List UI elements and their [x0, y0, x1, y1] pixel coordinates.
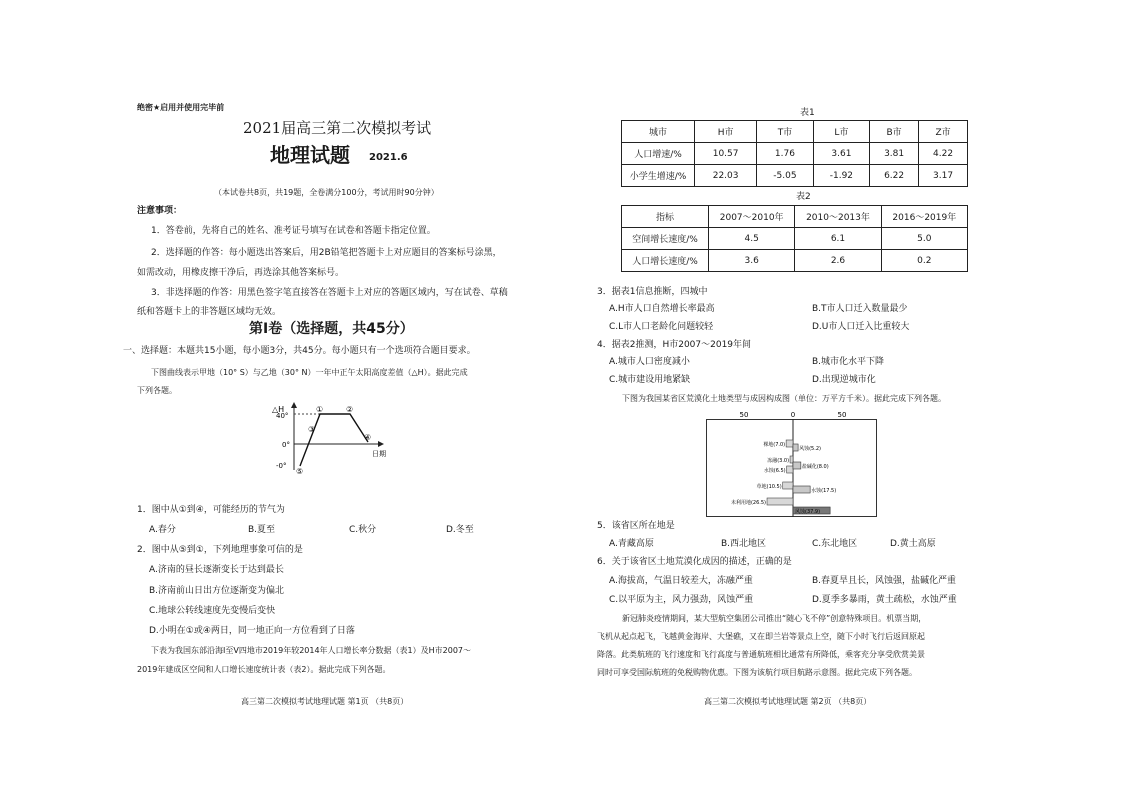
right-page-footer: 高三第二次模拟考试地理试题 第2页 （共8页）: [704, 697, 872, 706]
q4-stem: 4．据表2推测，H市2007～2019年间: [597, 340, 752, 350]
point-3: ③: [308, 425, 316, 434]
left-bar-label: 未利用地(26.5): [730, 500, 767, 506]
table1: [621, 120, 968, 187]
left-bar-label: 草地(10.5): [756, 484, 782, 490]
x-axis-arrow-icon: [378, 441, 384, 447]
left-bar-label: 冻融(3.0): [767, 458, 790, 464]
q2-option-c[interactable]: C.地球公转线速度先变慢后变快: [149, 606, 276, 616]
note-3-line-1: 3．非选择题的作答：用黑色签字笔直接答在答题卡上对应的答题区域内，写在试卷、草稿: [151, 288, 508, 298]
q6-stem: 6．关于该省区土地荒漠化成因的描述，正确的是: [597, 557, 792, 567]
table-intro-line-2: 2019年建成区空间和人口增长速度统计表（表2）。据此完成下列各题。: [137, 665, 391, 674]
table-header-cell: L市: [813, 121, 869, 143]
left-page-footer: 高三第二次模拟考试地理试题 第1页 （共8页）: [241, 697, 409, 706]
table-row: [622, 143, 968, 165]
left-bar-label: 水蚀(6.5): [763, 468, 786, 474]
table-cell: 2.6: [795, 250, 881, 272]
left-bar-label: 裸地(7.0): [763, 442, 786, 448]
q3-option-d[interactable]: D.U市人口迁入比重较大: [812, 322, 910, 332]
note-3-line-2: 纸和答题卡上的非答题区域均无效。: [137, 307, 282, 317]
table-header-cell: 2016～2019年: [881, 206, 967, 228]
q2-option-b[interactable]: B.济南前山日出方位逐渐变为偏北: [149, 586, 285, 596]
q3-option-c[interactable]: C.L市人口老龄化问题较轻: [609, 322, 714, 332]
point-4: ④: [364, 433, 372, 442]
table-header-cell: Z市: [919, 121, 968, 143]
subject-title: 地理试题: [270, 143, 350, 167]
table1-header-row: [622, 121, 968, 143]
table-cell: 4.5: [709, 228, 795, 250]
chart-intro: 下图为我国某省区荒漠化土地类型与成因构成图（单位：万平方千米）。据此完成下列各题。: [622, 394, 946, 403]
desertification-chart: [706, 410, 882, 518]
table-cell: 3.61: [813, 143, 869, 165]
sun-angle-diagram: [272, 402, 392, 480]
diagram-zero-label: 0°: [282, 441, 290, 449]
q6-option-d[interactable]: D.夏季多暴雨，黄土疏松，水蚀严重: [812, 595, 957, 605]
q3-option-b[interactable]: B.T市人口迁入数量最少: [812, 304, 908, 314]
table-cell: 6.22: [870, 165, 919, 187]
tick-label-left-50: 50: [739, 411, 749, 419]
right-bar-label: 风蚀(5.2): [799, 446, 821, 452]
q4-option-b[interactable]: B.城市化水平下降: [812, 357, 885, 367]
table-row-label: 人口增长速度/%: [622, 250, 709, 272]
note-2-line-2: 如需改动，用橡皮擦干净后，再选涂其他答案标号。: [137, 268, 345, 278]
table-cell: 6.1: [795, 228, 881, 250]
q1-option-b[interactable]: B.夏至: [248, 525, 276, 535]
q5-option-a[interactable]: A.青藏高原: [609, 539, 654, 549]
point-5: ⑤: [296, 467, 304, 476]
table-cell: 22.03: [695, 165, 757, 187]
q4-option-a[interactable]: A.城市人口密度减小: [609, 357, 690, 367]
table-cell: 3.6: [709, 250, 795, 272]
right-bar-label: 水蚀(17.5): [811, 488, 837, 494]
diagram-top-label: 40°: [276, 412, 289, 420]
table-cell: 1.76: [757, 143, 813, 165]
table-row: [622, 228, 968, 250]
table1-caption: 表1: [800, 108, 815, 118]
q5-option-d[interactable]: D.黄土高原: [890, 539, 936, 549]
q4-option-c[interactable]: C.城市建设用地紧缺: [609, 375, 691, 385]
q2-option-a[interactable]: A.济南的昼长逐渐变长于达到最长: [149, 565, 284, 575]
q5-option-b[interactable]: B.西北地区: [721, 539, 767, 549]
table-header-cell: 2010～2013年: [795, 206, 881, 228]
sun-angle-curve: [300, 414, 368, 466]
mc-intro: 一、选择题：本题共15小题，每小题3分，共45分。每小题只有一个选项符合题目要求。: [123, 346, 476, 356]
table-header-cell: B市: [870, 121, 919, 143]
table-cell: 3.81: [870, 143, 919, 165]
table-cell: 0.2: [881, 250, 967, 272]
table2-header-row: [622, 206, 968, 228]
q5-option-c[interactable]: C.东北地区: [812, 539, 858, 549]
q2-stem: 2．图中从⑤到①，下列地理事象可信的是: [137, 545, 303, 555]
diagram-x-label: 日期: [372, 450, 386, 458]
right-bar-label: 盐碱化(8.0): [801, 464, 829, 470]
diagram-intro-line-2: 下列各题。: [137, 386, 177, 395]
q5-stem: 5．该省区所在地是: [597, 521, 675, 531]
q1-option-d[interactable]: D.冬至: [446, 525, 474, 535]
left-bar: [787, 466, 793, 473]
table-cell: -5.05: [757, 165, 813, 187]
q3-option-a[interactable]: A.H市人口自然增长率最高: [609, 304, 715, 314]
point-2: ②: [346, 405, 354, 414]
confidential-mark: 绝密★启用并使用完毕前: [137, 103, 225, 112]
y-axis-arrow-icon: [291, 402, 297, 408]
left-bar: [767, 498, 793, 505]
right-bar: [793, 462, 801, 469]
passage-line-1: 新冠肺炎疫情期间，某大型航空集团公司推出“随心飞不停”创意特殊项目。机票当期，: [622, 614, 927, 623]
passage-line-3: 降落。此类航班的飞行速度和飞行高度与普通航班相比通常有所降低，乘客充分享受欣赏美景: [597, 650, 925, 659]
table-header-cell: H市: [695, 121, 757, 143]
table-cell: 4.22: [919, 143, 968, 165]
table-row-label: 小学生增速/%: [622, 165, 695, 187]
table-row-label: 人口增速/%: [622, 143, 695, 165]
table-row: [622, 165, 968, 187]
q4-option-d[interactable]: D.出现逆城市化: [812, 375, 876, 385]
right-bar: [793, 444, 798, 451]
q1-option-a[interactable]: A.春分: [149, 525, 176, 535]
left-bar: [790, 456, 793, 463]
diagram-intro-line-1: 下图曲线表示甲地（10° S）与乙地（30° N）一年中正午太阳高度差值（△H）。据此完成: [151, 368, 468, 377]
note-1: 1．答卷前，先将自己的姓名、准考证号填写在试卷和答题卡指定位置。: [151, 226, 436, 236]
diagram-bottom-label: -0°: [276, 462, 287, 470]
table-cell: 5.0: [881, 228, 967, 250]
table-row-label: 空间增长速度/%: [622, 228, 709, 250]
table-header-cell: 2007～2010年: [709, 206, 795, 228]
table2-caption: 表2: [796, 192, 811, 202]
passage-line-4: 同时可享受国际航班的免税购物优惠。下图为该航行项目航路示意图。据此完成下列各题。: [597, 668, 917, 677]
q6-option-c[interactable]: C.以平原为主，风力强劲，风蚀严重: [609, 595, 754, 605]
q2-option-d[interactable]: D.小明在①或④两日，同一地正向一方位看到了日落: [149, 626, 355, 636]
exam-title: 2021届高三第二次模拟考试: [243, 119, 432, 137]
table2: [621, 205, 968, 272]
q6-option-b[interactable]: B.春夏旱且长，风蚀强，盐碱化严重: [812, 576, 957, 586]
right-bar-label: 风蚀(37.9): [795, 509, 821, 515]
notes-heading: 注意事项：: [137, 206, 183, 216]
table-cell: 10.57: [695, 143, 757, 165]
exam-info: （本试卷共8页，共19题，全卷满分100分，考试用时90分钟）: [214, 188, 439, 197]
diagram-y-label: △H: [272, 405, 285, 414]
right-bar: [793, 486, 810, 493]
table-header-cell: 城市: [622, 121, 695, 143]
left-bar: [786, 440, 793, 447]
tick-label-right-50: 50: [837, 411, 847, 419]
q3-stem: 3．据表1信息推断，四城中: [597, 287, 708, 297]
tick-label-zero: 0: [790, 411, 796, 419]
table-header-cell: T市: [757, 121, 813, 143]
table-header-cell: 指标: [622, 206, 709, 228]
passage-line-2: 飞机从起点起飞，飞越黄金海岸、大堡礁，又在即兰岩等景点上空，随下小时飞行后返回原起: [597, 632, 925, 641]
note-2-line-1: 2．选择题的作答：每小题选出答案后，用2B铅笔把答题卡上对应题目的答案标号涂黑，: [151, 248, 502, 258]
point-1: ①: [316, 405, 324, 414]
table-row: [622, 250, 968, 272]
table-cell: -1.92: [813, 165, 869, 187]
q1-option-c[interactable]: C.秋分: [349, 525, 377, 535]
left-bar: [783, 482, 793, 489]
section-heading: 第Ⅰ卷（选择题，共45分）: [249, 321, 414, 337]
q1-stem: 1．图中从①到④，可能经历的节气为: [137, 505, 285, 515]
table-cell: 3.17: [919, 165, 968, 187]
table-intro-line-1: 下表为我国东部沿海Ⅰ至Ⅴ四地市2019年较2014年人口增长率分数据（表1）及H市2007～: [151, 646, 472, 655]
exam-date: 2021.6: [369, 152, 408, 163]
q6-option-a[interactable]: A.海拔高，气温日较差大，冻融严重: [609, 576, 753, 586]
